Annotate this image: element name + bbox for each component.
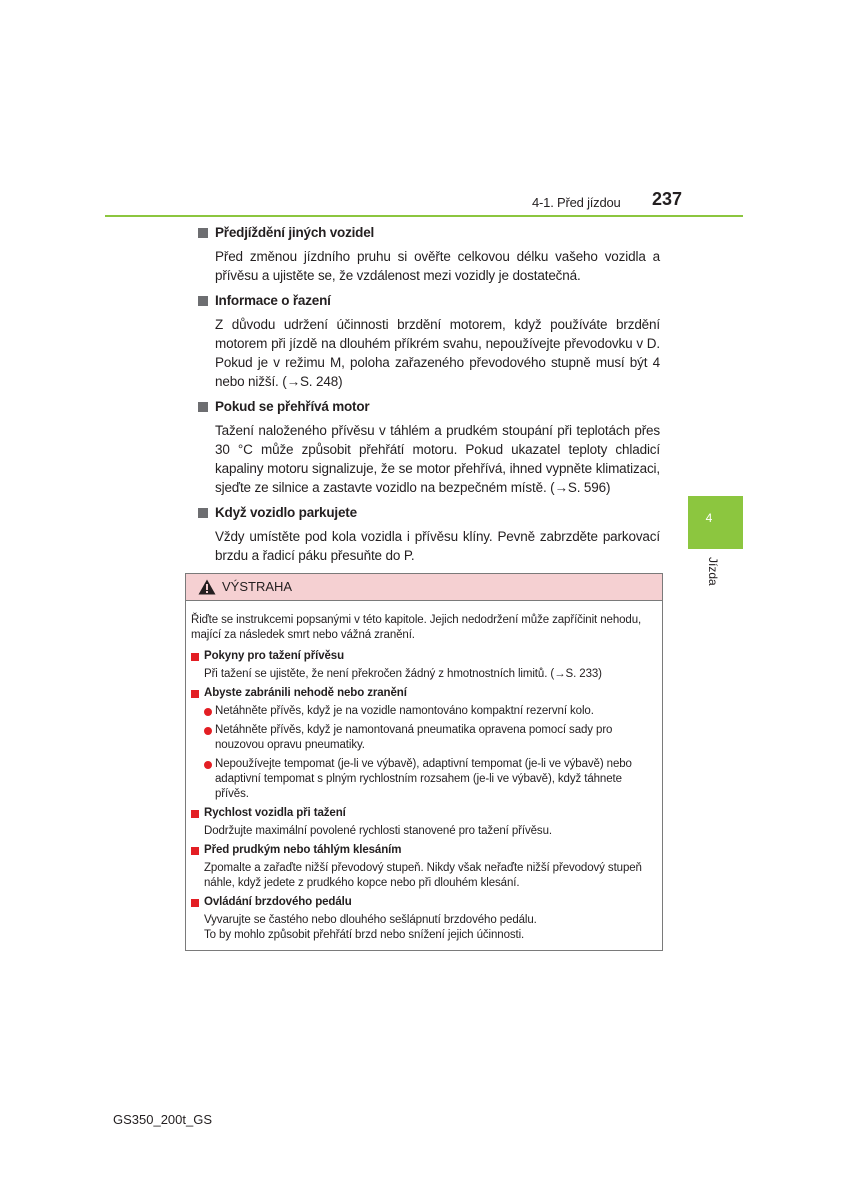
warning-item-text: [191, 913, 657, 943]
header-divider: [105, 215, 743, 217]
warning-triangle-icon: [198, 579, 216, 595]
warning-bullet: Netáhněte přívěs, když je na vozidle namontováno kompaktní rezervní kolo.: [191, 704, 657, 719]
section-shifting: [198, 292, 660, 391]
section-parking: [198, 504, 660, 565]
warning-item-title: Abyste zabránili nehodě nebo zranění: [191, 686, 657, 701]
warning-title: VÝSTRAHA: [222, 579, 293, 594]
section-overtaking: [198, 224, 660, 285]
red-square-icon: [191, 847, 199, 855]
warning-text-line: Vyvarujte se častého nebo dlouhého sešlápnutí brzdového pedálu.: [204, 914, 537, 926]
warning-item-text: Zpomalte a zařaďte nižší převodový stupeň. Nikdy však neřaďte nižší převodový stupeň náhle, když jedete z prudkého kopce nebo při dlouhém klesání.: [204, 862, 642, 889]
warning-item-title: Pokyny pro tažení přívěsu: [191, 649, 657, 664]
chapter-tab-number: 4: [705, 511, 713, 525]
warning-box: [185, 573, 663, 951]
running-header-section: 4-1. Před jízdou: [532, 195, 621, 210]
warning-bullet: Netáhněte přívěs, když je namontovaná pneumatika opravena pomocí sady pro nouzovou opravu pneumatiky.: [191, 723, 657, 753]
chapter-tab: [688, 496, 743, 549]
red-square-icon: [191, 810, 199, 818]
red-square-icon: [191, 899, 199, 907]
warning-header: [186, 574, 662, 601]
red-square-icon: [191, 653, 199, 661]
square-bullet-icon: [198, 228, 208, 238]
section-body: Tažení naloženého přívěsu v táhlém a prudkém stoupání při teplotách přes 30 °C může způsobit přehřátí motoru. Pokud ukazatel teploty chladicí kapaliny motoru signalizuje, že se motor přehřívá, ihned vypněte klimatizaci, sjeďte ze silnice a zastavte vozidlo na bezpečném místě. (→S. 596): [215, 423, 660, 495]
square-bullet-icon: [198, 296, 208, 306]
footer-model-code: GS350_200t_GS: [113, 1112, 213, 1127]
warning-intro: Řiďte se instrukcemi popsanými v této kapitole. Jejich nedodržení může zapříčinit nehodu, mající za následek smrt nebo vážná zranění.: [191, 614, 642, 641]
warning-body: [186, 601, 662, 943]
warning-bullet: Nepoužívejte tempomat (je-li ve výbavě), adaptivní tempomat (je-li ve výbavě) nebo adaptivní tempomat s plným rychlostním rozsahem (je-li ve výbavě), když táhnete přívěs.: [191, 757, 657, 802]
section-overheating: [198, 398, 660, 497]
warning-item-title: Rychlost vozidla při tažení: [191, 806, 657, 821]
square-bullet-icon: [198, 508, 208, 518]
warning-item-title: Před prudkým nebo táhlým klesáním: [191, 843, 657, 858]
red-dot-icon: [204, 761, 212, 769]
section-body: Z důvodu udržení účinnosti brzdění motorem, když používáte brzdění motorem při jízdě na dlouhém příkrém svahu, nepoužívejte převodovku v D. Pokud je v režimu M, poloha zařazeného převodového stupně musí být 4 nebo nižší. (→S. 248): [215, 317, 660, 389]
section-title: Pokud se přehřívá motor: [198, 398, 660, 416]
section-body: Před změnou jízdního pruhu si ověřte celkovou délku vašeho vozidla a přívěsu a ujistěte se, že vzdálenost mezi vozidly je dostatečná.: [215, 249, 660, 283]
page-number: 237: [652, 189, 683, 209]
section-title: Předjíždění jiných vozidel: [198, 224, 660, 242]
main-content: [198, 224, 660, 572]
warning-text-line: To by mohlo způsobit přehřátí brzd nebo snížení jejich účinnosti.: [204, 929, 525, 941]
chapter-tab-label: Jízda: [706, 557, 720, 586]
section-title: Informace o řazení: [198, 292, 660, 310]
warning-item-title: Ovládání brzdového pedálu: [191, 895, 657, 910]
warning-item-text: Při tažení se ujistěte, že není překročen žádný z hmotnostních limitů. (→S. 233): [204, 668, 602, 680]
warning-item-text: Dodržujte maximální povolené rychlosti stanovené pro tažení přívěsu.: [204, 825, 552, 837]
section-title: Když vozidlo parkujete: [198, 504, 660, 522]
section-body: Vždy umístěte pod kola vozidla i přívěsu klíny. Pevně zabrzděte parkovací brzdu a řadicí páku přesuňte do P.: [215, 529, 660, 563]
square-bullet-icon: [198, 402, 208, 412]
red-dot-icon: [204, 708, 212, 716]
red-square-icon: [191, 690, 199, 698]
red-dot-icon: [204, 727, 212, 735]
